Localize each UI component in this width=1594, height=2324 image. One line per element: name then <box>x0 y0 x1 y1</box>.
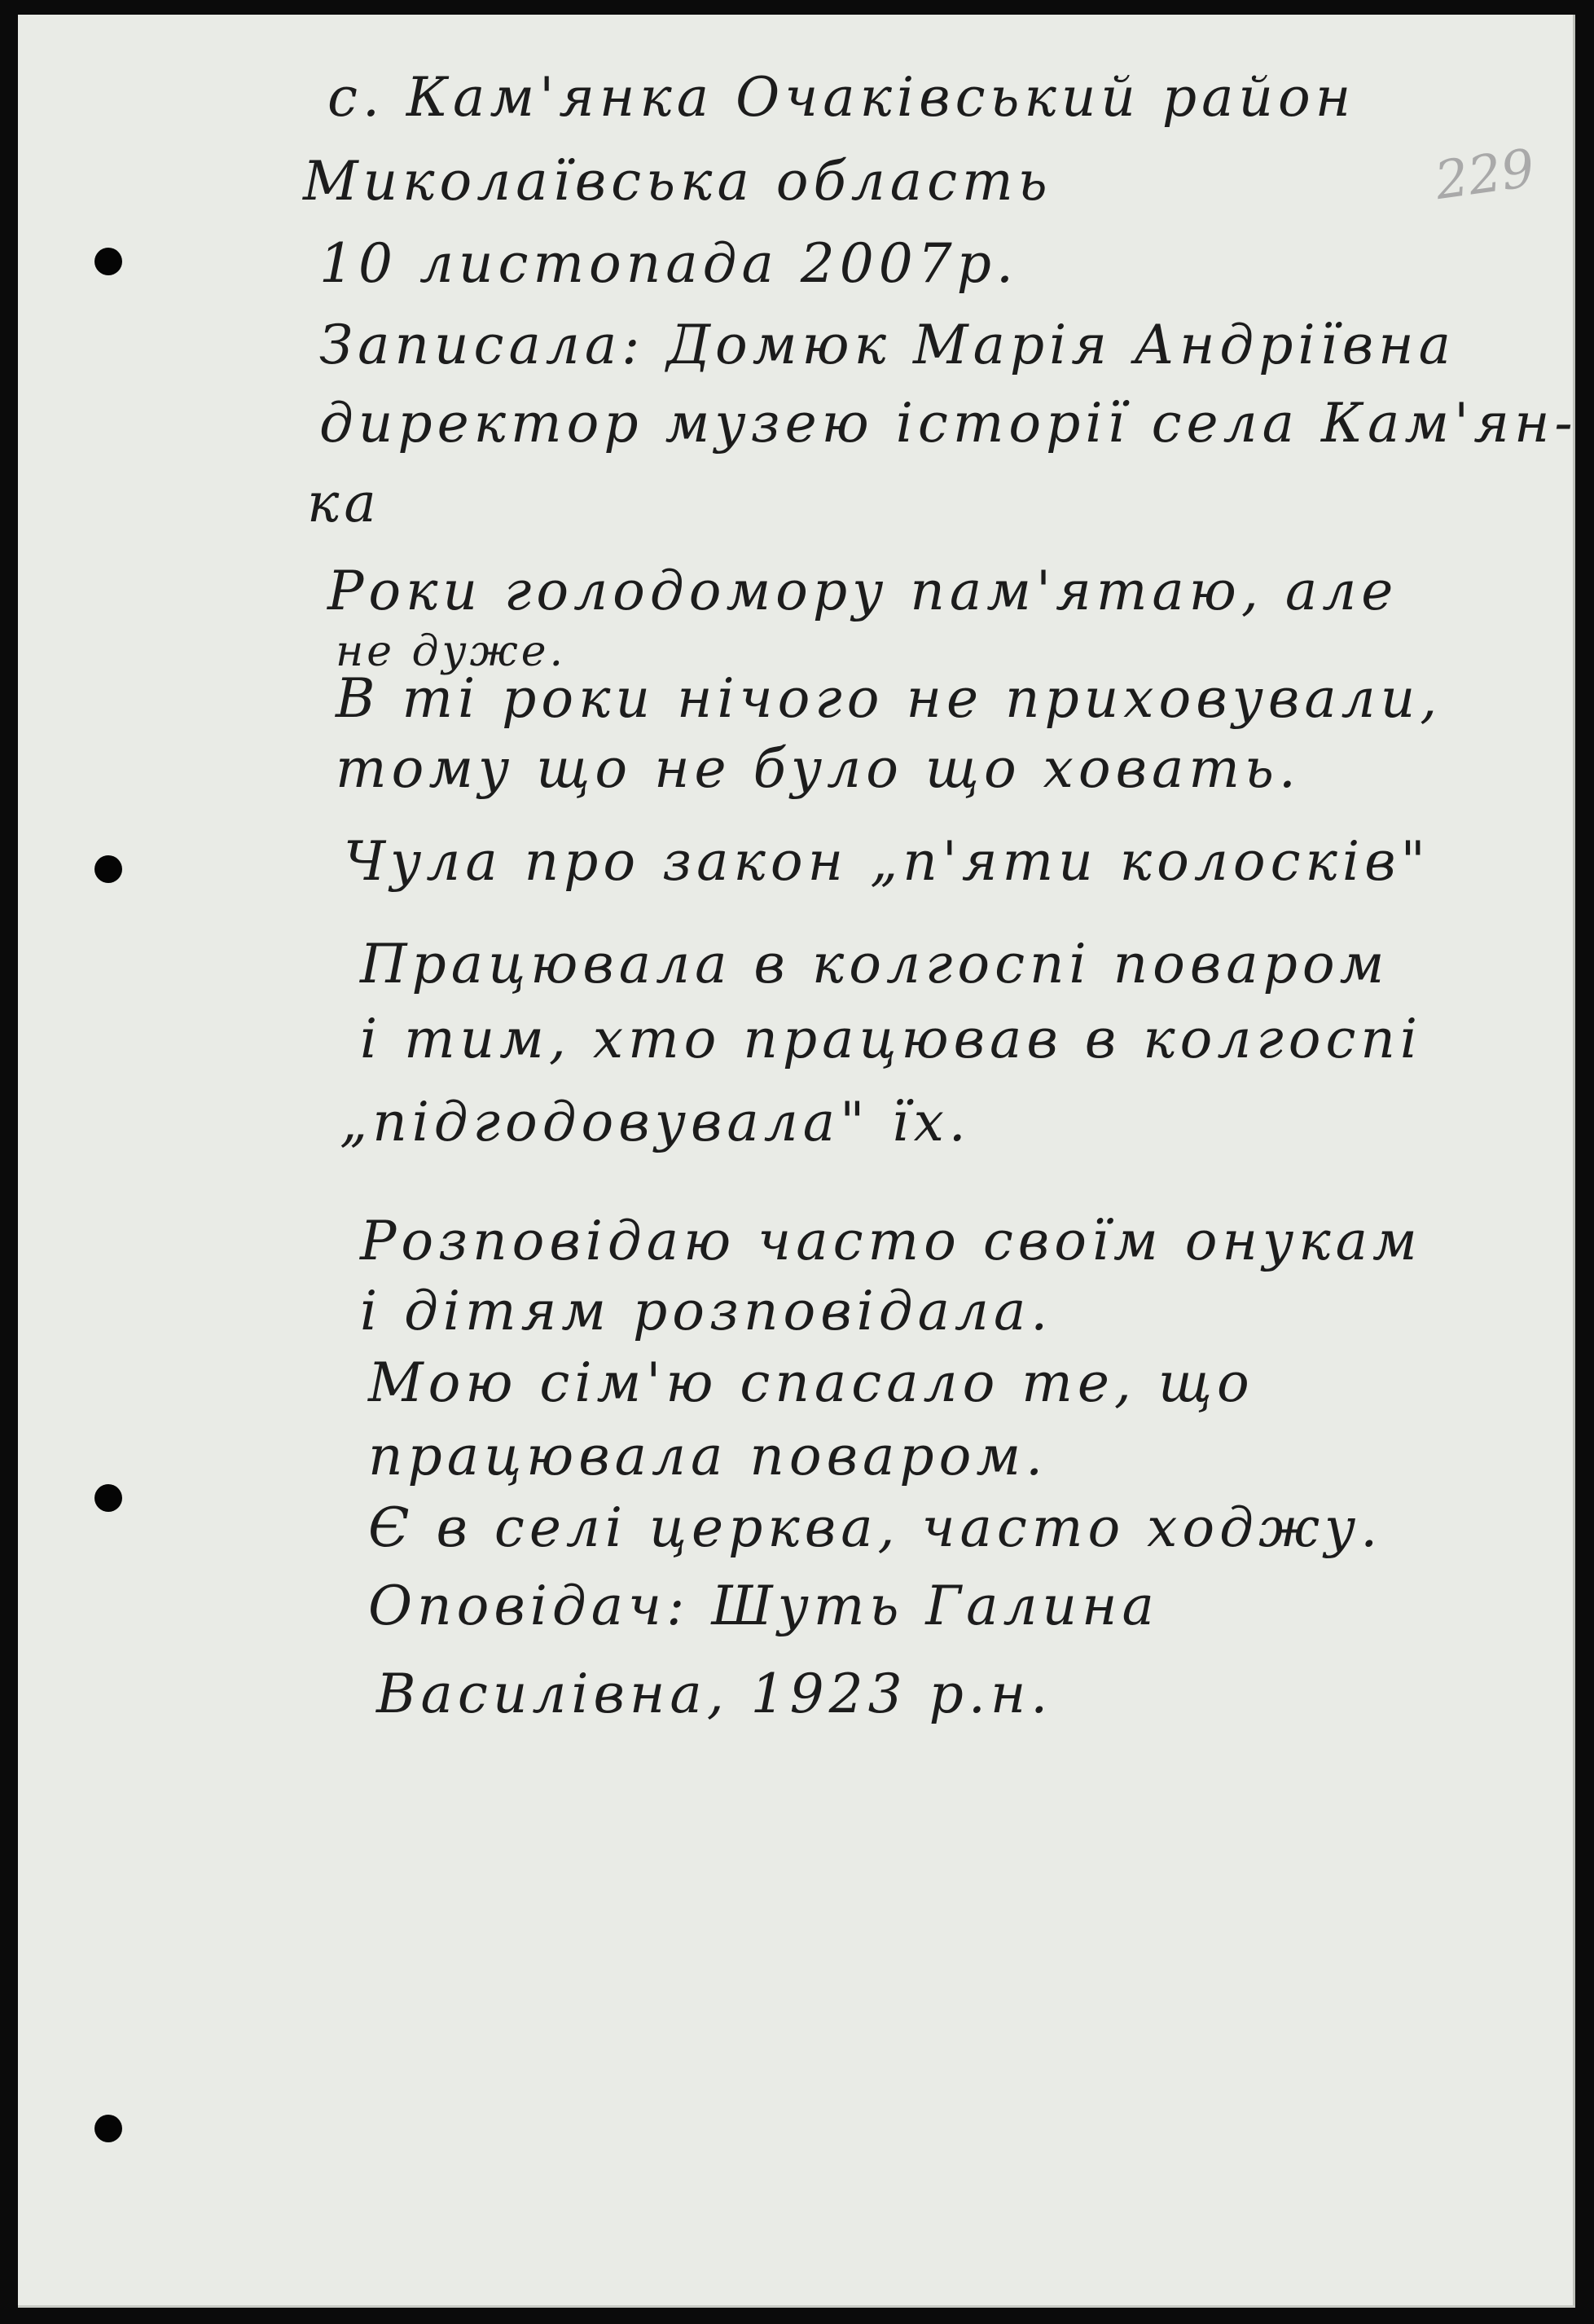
handwritten-line-position-end: ка <box>307 472 381 534</box>
handwritten-line-law: Чула про закон „п'яти колосків" <box>344 830 1430 893</box>
handwritten-line-memory-end: не дуже. <box>336 627 567 676</box>
handwritten-line-work: Працювала в колгоспі поваром <box>360 933 1390 995</box>
handwritten-line-hiding: В ті роки нічого не приховували, <box>336 667 1443 730</box>
punch-hole <box>94 855 122 883</box>
handwritten-line-hiding-end: тому що не було що ховать. <box>336 737 1301 800</box>
handwritten-line-saved-end: працювала поваром. <box>368 1425 1048 1487</box>
archive-page-number: 229 <box>1431 138 1539 213</box>
handwritten-line-narrator: Оповідач: Шуть Галина <box>368 1575 1159 1637</box>
handwritten-line-church: Є в селі церква, часто ходжу. <box>368 1496 1383 1559</box>
handwritten-line-narrator-end: Василівна, 1923 р.н. <box>376 1663 1053 1725</box>
handwritten-line-saved: Мою сім'ю спасало те, що <box>368 1351 1254 1414</box>
punch-hole <box>94 2115 122 2142</box>
handwritten-line-region: Миколаївська область <box>303 150 1052 213</box>
handwritten-line-telling: Розповідаю часто своїм онукам <box>360 1210 1422 1272</box>
document-page <box>18 15 1578 2308</box>
handwritten-line-village: с. Кам'янка Очаківський район <box>327 66 1356 129</box>
handwritten-line-telling-end: і дітям розповідала. <box>360 1280 1053 1342</box>
punch-hole <box>94 1484 122 1512</box>
handwritten-line-work-cont: і тим, хто працював в колгоспі <box>360 1008 1423 1070</box>
handwritten-line-recorder: Записала: Домюк Марія Андріївна <box>319 314 1456 376</box>
handwritten-line-memory: Роки голодомору пам'ятаю, але <box>327 560 1399 622</box>
handwritten-line-position: директор музею історії села Кам'ян- <box>319 392 1578 455</box>
handwritten-line-feeding: „підгодовувала" їх. <box>340 1091 971 1153</box>
handwritten-line-date: 10 листопада 2007р. <box>319 232 1018 295</box>
punch-hole <box>94 248 122 275</box>
